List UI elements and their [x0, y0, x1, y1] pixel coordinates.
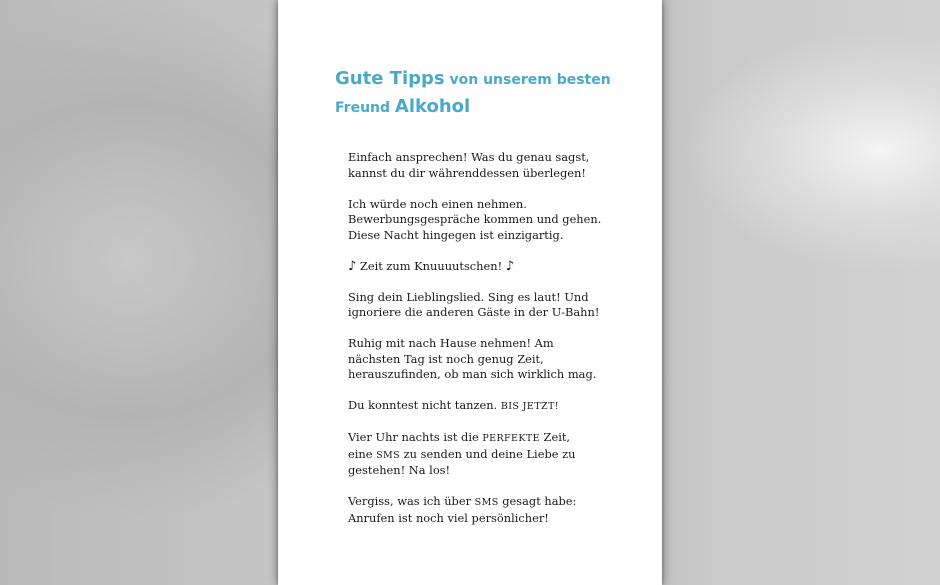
tip-4-line-1: Sing dein Lieblingslied. Sing es laut! Und [348, 289, 589, 304]
tip-1 [348, 150, 648, 181]
tip-6 [348, 398, 648, 415]
tip-8-line-1a: Vergiss, was ich über [348, 494, 475, 508]
title-part-2: von unserem besten [444, 72, 611, 88]
tip-7-line-2c: zu senden und deine Liebe zu [400, 446, 576, 461]
tip-7-line-3: gestehen! Na los! [348, 463, 451, 477]
tips-list [348, 150, 648, 542]
tip-2-line-2: Bewerbungsgespräche kommen und gehen. [348, 212, 602, 226]
tip-7-line-1a: Vier Uhr nachts ist die [348, 430, 483, 444]
tip-8-line-2: Anrufen ist noch viel persönlicher! [348, 510, 549, 525]
tip-8-sms: SMS [474, 497, 499, 508]
tip-7 [348, 430, 648, 479]
title-part-4: Alkohol [394, 96, 471, 117]
tip-4 [348, 290, 648, 321]
tip-1-line-2: kannst du dir währenddessen überlegen! [348, 165, 586, 180]
tip-5-line-3: herauszufinden, ob man sich wirklich mag. [348, 367, 597, 381]
music-note-icon: ♪ [505, 258, 515, 274]
tip-2-line-3: Diese Nacht hingegen ist einzigartig. [348, 227, 564, 242]
tip-7-line-1c: Zeit, [539, 430, 571, 444]
title-part-1: Gute Tipps [335, 68, 445, 89]
tip-6-text: Du konntest nicht tanzen. [348, 398, 501, 412]
document-page [278, 0, 662, 585]
tip-5-line-1: Ruhig mit nach Hause nehmen! Am [348, 336, 554, 350]
tip-2-line-1: Ich würde noch einen nehmen. [348, 196, 527, 211]
tip-1-line-1: Einfach ansprechen! Was du genau sagst, [348, 150, 590, 164]
page-title [335, 63, 635, 119]
tip-8-line-1c: gesagt habe: [498, 494, 577, 508]
tip-8 [348, 494, 648, 526]
tip-5-line-2: nächsten Tag ist noch genug Zeit, [348, 351, 544, 366]
tip-7-line-2a: eine [348, 446, 377, 461]
tip-6-emphasis: BIS JETZT! [500, 401, 559, 412]
tip-2 [348, 197, 648, 244]
tip-7-emphasis: PERFEKTE [482, 433, 540, 444]
tip-4-line-2: ignoriere die anderen Gäste in der U-Bahn! [348, 305, 600, 319]
music-note-icon: ♪ [348, 258, 357, 274]
tip-7-sms: SMS [376, 449, 401, 461]
tip-3-text: Zeit zum Knuuuutschen! [356, 258, 506, 273]
tip-5 [348, 336, 648, 383]
title-part-3: Freund [335, 100, 395, 116]
tip-3 [348, 259, 648, 275]
